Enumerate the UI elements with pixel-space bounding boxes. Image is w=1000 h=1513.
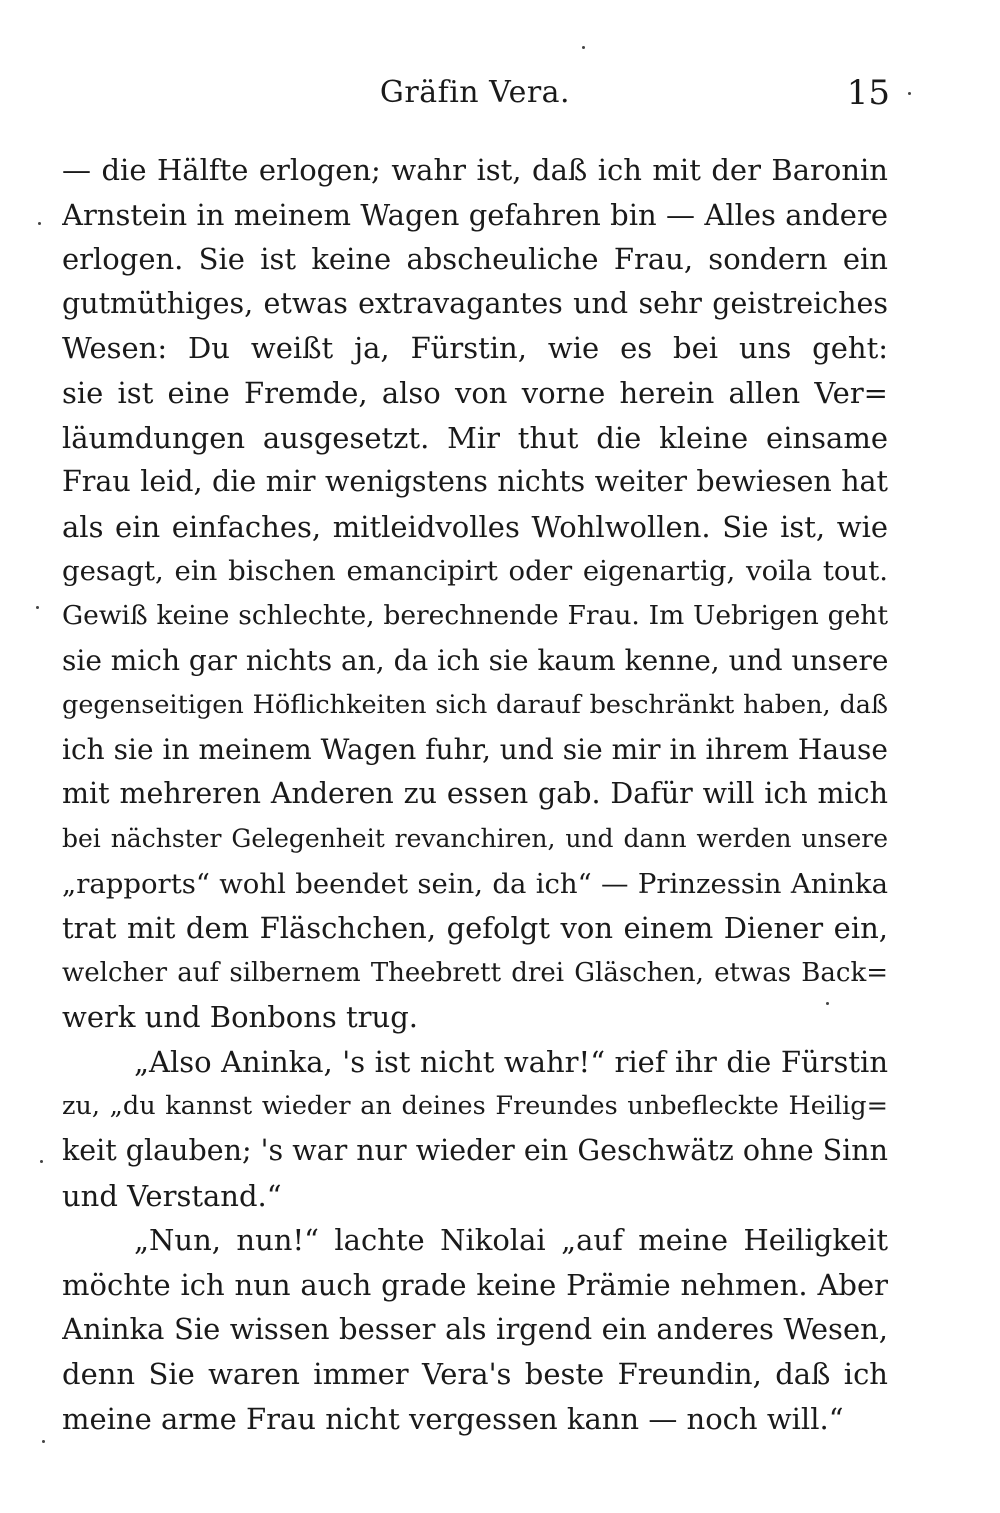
print-speck bbox=[826, 1002, 829, 1005]
print-speck bbox=[42, 1440, 45, 1443]
text-line: „rapports“ wohl beendet sein, da ich“ — Prinzessin Aninka bbox=[62, 867, 888, 900]
text-line: sie mich gar nichts an, da ich sie kaum kenne, und unsere bbox=[62, 643, 888, 677]
text-line: Wesen: Du weißt ja, Fürstin, wie es bei uns geht: bbox=[62, 331, 888, 366]
paragraph bbox=[62, 148, 888, 1040]
text-line: keit glauben; 's war nur wieder ein Geschwätz ohne Sinn bbox=[62, 1134, 888, 1168]
text-line: und Verstand.“ bbox=[62, 1178, 282, 1213]
text-line: trat mit dem Fläschchen, gefolgt von einem Diener ein, bbox=[62, 911, 888, 946]
text-line: ich sie in meinem Wagen fuhr, und sie mir in ihrem Hause bbox=[62, 732, 888, 766]
paragraph bbox=[62, 1040, 888, 1218]
text-line: Gewiß keine schlechte, berechnende Frau. Im Uebrigen geht bbox=[62, 599, 888, 631]
text-line: möchte ich nun auch grade keine Prämie nehmen. Aber bbox=[62, 1267, 888, 1302]
text-line: Frau leid, die mir wenigstens nichts weiter bewiesen hat bbox=[62, 465, 888, 499]
text-line: gesagt, ein bischen emancipirt oder eigenartig, voila tout. bbox=[62, 555, 888, 588]
text-line: sie ist eine Fremde, also von vorne herein allen Ver= bbox=[62, 375, 888, 410]
text-line: meine arme Frau nicht vergessen kann — noch will.“ bbox=[62, 1401, 844, 1436]
text-line: mit mehreren Anderen zu essen gab. Dafür will ich mich bbox=[62, 777, 888, 811]
print-speck bbox=[36, 606, 39, 609]
print-speck bbox=[40, 1160, 43, 1163]
text-line: werk und Bonbons trug. bbox=[62, 1000, 419, 1035]
print-speck bbox=[582, 46, 585, 49]
text-line: als ein einfaches, mitleidvolles Wohlwollen. Sie ist, wie bbox=[62, 509, 888, 544]
text-line: erlogen. Sie ist keine abscheuliche Frau, sondern ein bbox=[62, 242, 888, 277]
text-line: denn Sie waren immer Vera's beste Freundin, daß ich bbox=[62, 1357, 888, 1392]
page-number: 15 bbox=[846, 73, 890, 113]
text-line: zu, „du kannst wieder an deines Freundes unbefleckte Heilig= bbox=[62, 1091, 888, 1122]
body-text bbox=[62, 148, 888, 1441]
text-line: — die Hälfte erlogen; wahr ist, daß ich mit der Baronin bbox=[62, 153, 888, 187]
print-speck bbox=[38, 222, 41, 225]
running-head-title: Gräfin Vera. bbox=[379, 75, 571, 110]
text-line: gutmüthiges, etwas extravagantes und sehr geistreiches bbox=[62, 286, 888, 320]
text-line: Arnstein in meinem Wagen gefahren bin — Alles andere bbox=[62, 197, 888, 232]
print-speck bbox=[908, 92, 911, 95]
text-line: gegenseitigen Höflichkeiten sich darauf beschränkt haben, daß bbox=[62, 690, 888, 721]
text-line: welcher auf silbernem Theebrett drei Gläschen, etwas Back= bbox=[62, 957, 888, 988]
paragraph bbox=[62, 1218, 888, 1441]
text-line: „Nun, nun!“ lachte Nikolai „auf meine Heiligkeit bbox=[134, 1223, 888, 1258]
running-head bbox=[60, 68, 890, 118]
text-line: bei nächster Gelegenheit revanchiren, und dann werden unsere bbox=[62, 823, 888, 853]
text-line: „Also Aninka, 's ist nicht wahr!“ rief ihr die Fürstin bbox=[134, 1044, 888, 1079]
text-line: Aninka Sie wissen besser als irgend ein anderes Wesen, bbox=[62, 1312, 888, 1347]
text-line: läumdungen ausgesetzt. Mir thut die kleine einsame bbox=[62, 420, 888, 455]
